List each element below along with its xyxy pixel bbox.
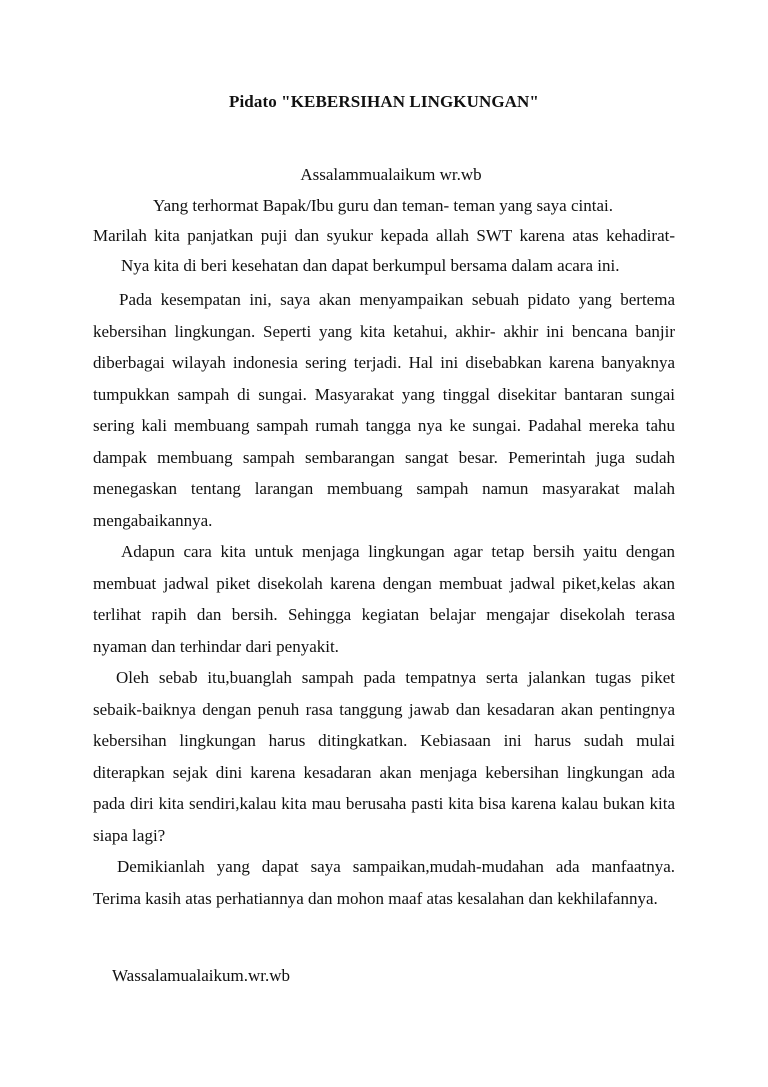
speech-body <box>93 284 675 914</box>
speech-title: Pidato "KEBERSIHAN LINGKUNGAN" <box>229 92 539 111</box>
paragraph: Oleh sebab itu,buanglah sampah pada tempatnya serta jalankan tugas piket sebaik-baiknya dengan penuh rasa tanggung jawab dan kesadaran akan pentingnya kebersihan lingkungan harus ditingkatkan. Kebiasaan ini harus sudah mulai diterapkan sejak dini karena kesadaran akan menjaga kebersihan lingkungan ada pada diri kita sendiri,kalau kita mau berusaha pasti kita bisa karena kalau bukan kita siapa lagi? <box>93 668 675 845</box>
closing-salutation: Wassalamualaikum.wr.wb <box>112 966 291 985</box>
opening-line: Nya kita di beri kesehatan dan dapat berkumpul bersama dalam acara ini. <box>121 256 620 275</box>
greeting: Assalammualaikum wr.wb <box>300 165 482 184</box>
paragraph: Adapun cara kita untuk menjaga lingkungan agar tetap bersih yaitu dengan membuat jadwal piket disekolah karena dengan membuat jadwal piket,kelas akan terlihat rapih dan bersih. Sehingga kegiatan belajar mengajar disekolah terasa nyaman dan terhindar dari penyakit. <box>93 542 675 656</box>
paragraph: Pada kesempatan ini, saya akan menyampaikan sebuah pidato yang bertema kebersihan lingkungan. Seperti yang kita ketahui, akhir- akhir ini bencana banjir diberbagai wilayah indonesia sering terjadi. Hal ini disebabkan karena banyaknya tumpukkan sampah di sungai. Masyarakat yang tinggal disekitar bantaran sungai sering kali membuang sampah rumah tangga nya ke sungai. Padahal mereka tahu dampak membuang sampah sembarangan sangat besar. Pemerintah juga sudah menegaskan tentang larangan membuang sampah namun masyarakat malah mengabaikannya. <box>93 290 675 530</box>
opening-line: Yang terhormat Bapak/Ibu guru dan teman- teman yang saya cintai. <box>153 196 613 215</box>
opening-line: Marilah kita panjatkan puji dan syukur kepada allah SWT karena atas kehadirat- <box>93 226 675 245</box>
paragraph: Demikianlah yang dapat saya sampaikan,mudah-mudahan ada manfaatnya. Terima kasih atas perhatiannya dan mohon maaf atas kesalahan dan kekhilafannya. <box>93 857 675 908</box>
